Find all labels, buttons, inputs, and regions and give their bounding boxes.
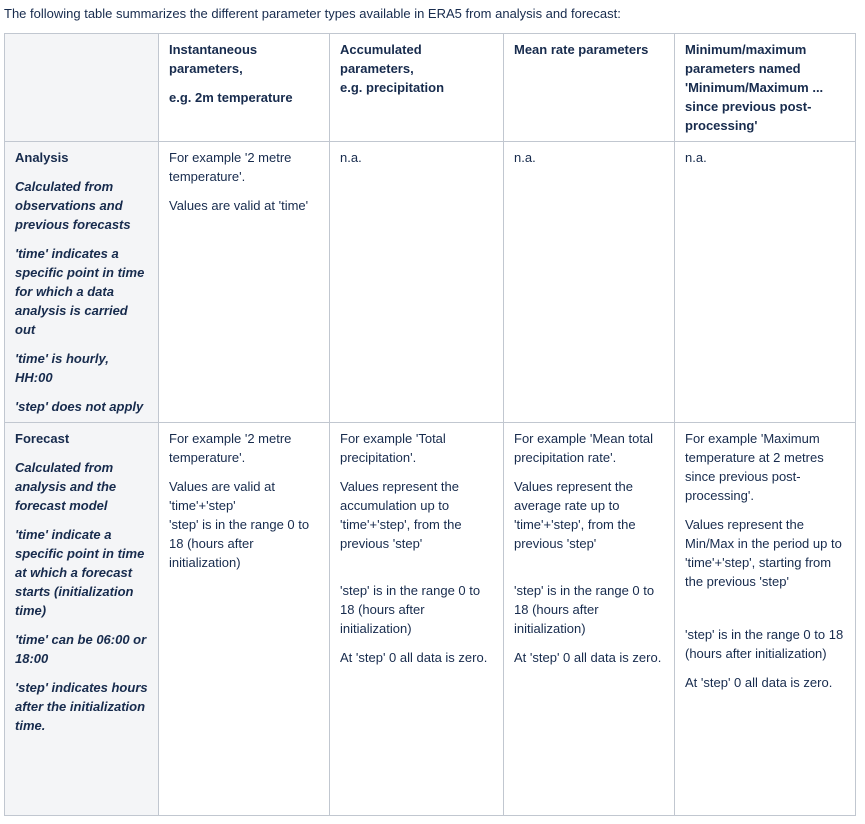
cell-paragraph: Values are valid at 'time'+'step' <box>169 479 275 513</box>
analysis-mean-rate-cell: n.a. <box>504 142 675 423</box>
header-accumulated-line1: Accumulated parameters, <box>340 42 422 76</box>
analysis-note: Calculated from observations and previous forecasts <box>15 179 131 232</box>
row-header-analysis <box>5 142 159 423</box>
cell-paragraph: 'step' is in the range 0 to 18 (hours after initialization) <box>514 583 655 636</box>
analysis-note: 'step' does not apply <box>15 399 144 414</box>
header-instantaneous <box>159 34 330 142</box>
table-row-analysis <box>5 142 856 423</box>
cell-paragraph: For example 'Maximum temperature at 2 metres since previous post-processing'. <box>685 431 824 503</box>
forecast-accumulated-cell <box>330 423 504 816</box>
forecast-instantaneous-cell <box>159 423 330 816</box>
header-accumulated <box>330 34 504 142</box>
cell-paragraph: At 'step' 0 all data is zero. <box>340 650 488 665</box>
cell-paragraph: 'step' is in the range 0 to 18 (hours after initialization) <box>340 583 481 636</box>
cell-paragraph: 'step' is in the range 0 to 18 (hours after initialization) <box>685 627 844 661</box>
forecast-mean-rate-cell <box>504 423 675 816</box>
era5-parameter-table <box>4 33 856 816</box>
table-row-forecast <box>5 423 856 816</box>
forecast-note: Calculated from analysis and the forecast model <box>15 460 117 513</box>
row-header-forecast <box>5 423 159 816</box>
header-mean-rate: Mean rate parameters <box>504 34 675 142</box>
analysis-note: 'time' indicates a specific point in time for which a data analysis is carried out <box>15 246 145 337</box>
intro-text: The following table summarizes the different parameter types available in ERA5 from analysis and forecast: <box>4 6 621 21</box>
forecast-note: 'time' indicate a specific point in time at which a forecast starts (initialization time) <box>15 527 145 618</box>
analysis-instantaneous-cell <box>159 142 330 423</box>
cell-paragraph: Values represent the accumulation up to 'time'+'step', from the previous 'step' <box>340 479 462 551</box>
analysis-title: Analysis <box>15 150 69 165</box>
header-accumulated-line2: e.g. precipitation <box>340 80 445 95</box>
header-instantaneous-line2: e.g. 2m temperature <box>169 90 293 105</box>
header-instantaneous-line1: Instantaneous parameters, <box>169 42 258 76</box>
cell-paragraph: Values represent the Min/Max in the period up to 'time'+'step', starting from the previous 'step' <box>685 517 842 589</box>
forecast-minmax-cell <box>675 423 856 816</box>
forecast-title: Forecast <box>15 431 70 446</box>
cell-paragraph: At 'step' 0 all data is zero. <box>514 650 662 665</box>
analysis-accumulated-cell: n.a. <box>330 142 504 423</box>
forecast-note: 'step' indicates hours after the initialization time. <box>15 680 148 733</box>
cell-paragraph: For example 'Mean total precipitation rate'. <box>514 431 654 465</box>
header-minmax: Minimum/maximum parameters named 'Minimum/Maximum ... since previous post-processing' <box>675 34 856 142</box>
cell-paragraph: For example '2 metre temperature'. <box>169 431 292 465</box>
table-header-row <box>5 34 856 142</box>
cell-paragraph: Values are valid at 'time' <box>169 198 309 213</box>
cell-paragraph: For example '2 metre temperature'. <box>169 150 292 184</box>
cell-paragraph: For example 'Total precipitation'. <box>340 431 446 465</box>
cell-paragraph: Values represent the average rate up to 'time'+'step', from the previous 'step' <box>514 479 636 551</box>
analysis-note: 'time' is hourly, HH:00 <box>15 351 109 385</box>
cell-paragraph: 'step' is in the range 0 to 18 (hours after initialization) <box>169 517 310 570</box>
header-corner-cell <box>5 34 159 142</box>
cell-paragraph: At 'step' 0 all data is zero. <box>685 675 833 690</box>
analysis-minmax-cell: n.a. <box>675 142 856 423</box>
forecast-note: 'time' can be 06:00 or 18:00 <box>15 632 147 666</box>
